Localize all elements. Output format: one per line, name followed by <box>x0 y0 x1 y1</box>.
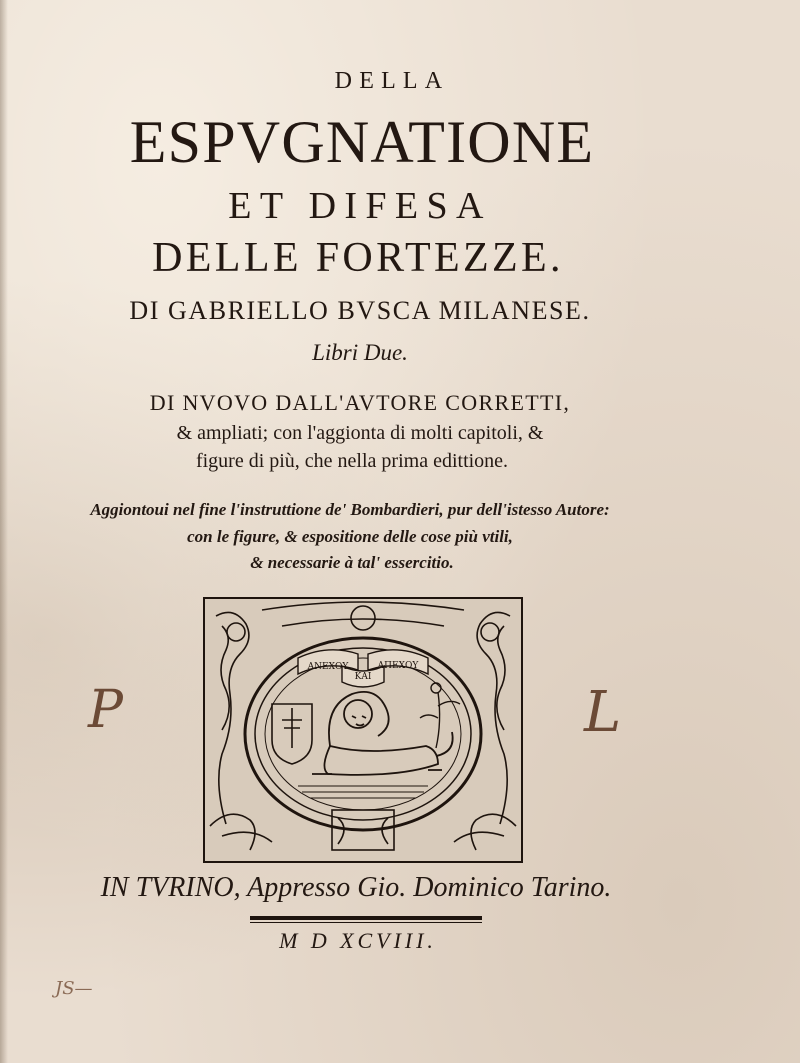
author-line: DI GABRIELLO BVSCA MILANESE. <box>129 296 591 325</box>
publication-date: M D XCVIII. <box>279 928 437 953</box>
banner-text-center: ΚΑΙ <box>354 672 372 682</box>
edition-line-3: figure di più, che nella prima edittione. <box>195 450 509 472</box>
imprint-rule-thick <box>250 916 482 920</box>
edition-line-2: & ampliati; con l'aggionta di molti capitoli, & <box>176 422 544 444</box>
imprint-line: IN TVRINO, Appresso Gio. Dominico Tarino. <box>100 872 612 903</box>
edition-line-1: DI NVOVO DALL'AVTORE CORRETTI, <box>149 390 571 415</box>
handwritten-mark-bottom: JS— <box>55 978 93 999</box>
title-line-delle-fortezze: DELLE FORTEZZE. <box>152 235 564 281</box>
handwritten-mark-left: P <box>88 680 123 740</box>
addendum-line-3: & necessarie à tal' essercitio. <box>250 553 454 572</box>
handwritten-mark-right: L <box>584 680 622 745</box>
imprint-rule-thin <box>250 922 482 923</box>
title-line-espugnatione: ESPVGNATIONE <box>129 109 595 175</box>
addendum-line-2: con le figure, & espositione delle cose più vtili, <box>187 527 513 546</box>
printer-device-woodcut <box>202 596 524 864</box>
title-line-et-difesa: ET DIFESA <box>228 185 492 227</box>
banner-text-left: ΑΝΕΧΟΥ <box>307 662 349 672</box>
subtitle-libri-due: Libri Due. <box>312 340 408 365</box>
addendum-line-1: Aggiontoui nel fine l'instruttione de' Bombardieri, pur dell'istesso Autore: <box>90 500 610 519</box>
title-line-della: DELLA <box>334 68 450 94</box>
banner-text-right: ΑΠΕΧΟΥ <box>377 661 419 671</box>
